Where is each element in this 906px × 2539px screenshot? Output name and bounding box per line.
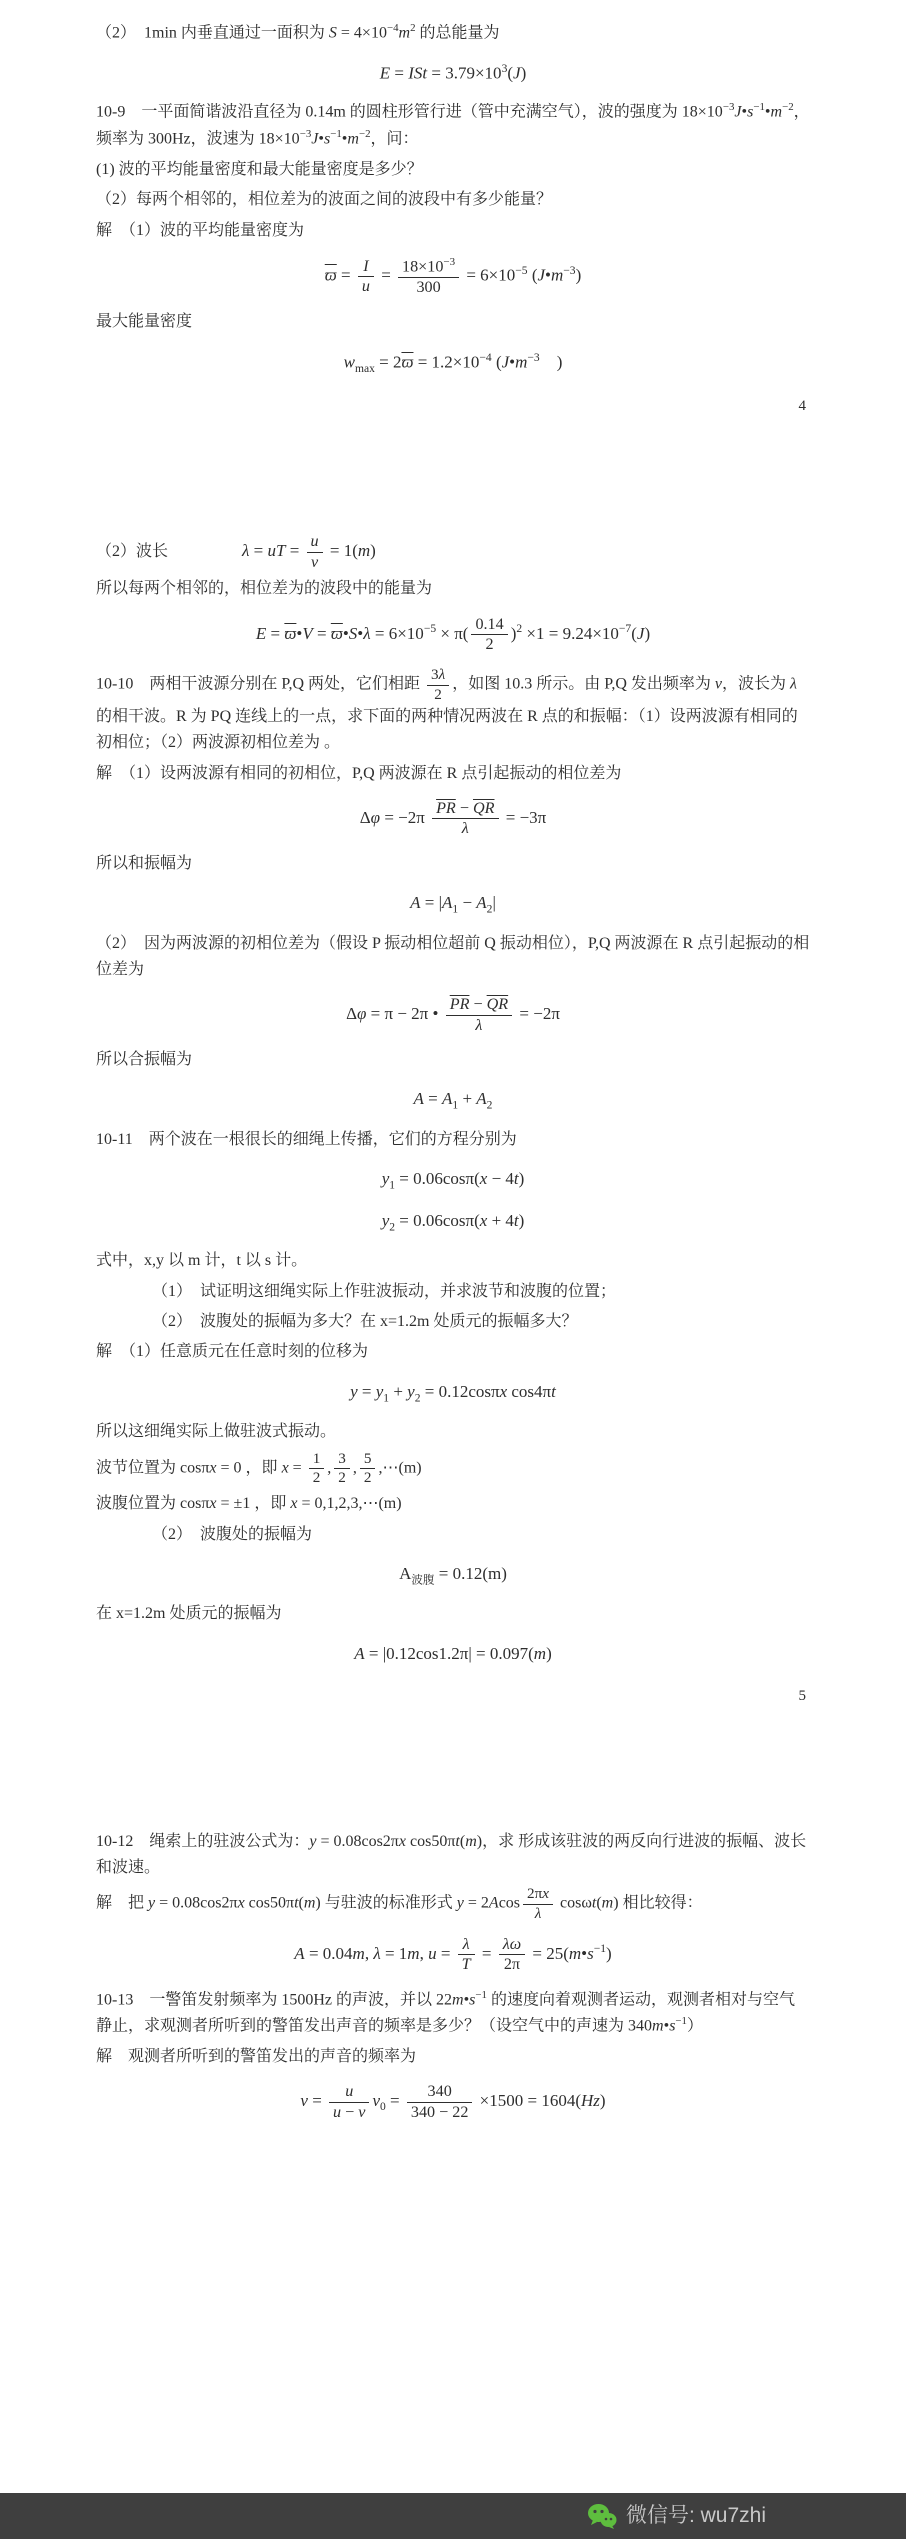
formula-displacement-sum: $y = y_1 + y_2 = 0.12\cos\pi x$ cos4πt <box>350 1381 556 1405</box>
para-problem-10-12: 10-12 绳索上的驻波公式为：y = 0.08cos2πx cos50πt(m)，求 形成该驻波的两反向行进波的振幅、波长和波速。 <box>96 1832 807 1876</box>
para-units-note: 式中，x,y 以 m 计，t 以 s 计。 <box>96 1252 308 1270</box>
formula-amplitude-difference: $A = |A_1 - A_2|$ <box>410 893 496 916</box>
label-max-energy-density: 最大能量密度 <box>96 313 193 331</box>
para-antinode-positions: 波腹位置为 cosπx = ±1 ，即 x = 0,1,2,3,⋯(m) <box>96 1495 402 1513</box>
formula-10-12-result: A = 0.04m, λ = 1m, u = $\frac{\lambda}{T}$ = $\frac{\lambda\omega}{2\pi}$ = $25(m•s^{-1})$ <box>294 1935 612 1974</box>
wechat-id-label: 微信号: wu7zhi <box>625 2503 766 2527</box>
formula-average-energy-density: $\overline{ϖ}$ = $\frac{I}{u}$ = $\frac{18\times 10^{-3}}{300}$ = $6\times 10^{-5}$ $(J•m^{-3})$ <box>324 256 582 296</box>
para-standing-wave-note: 所以这细绳实际上做驻波式振动。 <box>96 1423 337 1441</box>
solution-10-9-intro: 解 （1）波的平均能量密度为 <box>96 221 305 239</box>
formula-max-energy-density: $w_{max} = 2\overline{ϖ} = 1.2\times 10^{-4}$ ($J•m^{-3}$ ) <box>343 350 563 375</box>
formula-doppler-frequency: ν = $\frac{u}{u - v}$ $\nu_0$ = $\frac{340}{340 - 22}$ ×1500 = 1604(Hz) <box>300 2083 606 2121</box>
solution-10-10-2-text: （2） 因为两波源的初相位差为（假设 P 振动相位超前 Q 振动相位），P,Q 两波源在 R 点引起振动的相位差为 <box>96 934 810 978</box>
wechat-icon <box>587 2503 617 2529</box>
para-problem-10-11: 10-11 两个波在一根很长的细绳上传播，它们的方程分别为 <box>96 1130 517 1148</box>
formula-total-energy: E = ISt = $3.79\times 10^3(J)$ <box>379 61 527 83</box>
wavelength-label: （2）波长 <box>96 543 169 561</box>
page-break-gap <box>96 418 810 528</box>
label-sum-amplitude: 所以和振幅为 <box>96 854 193 872</box>
para-at-point-amplitude: 在 x=1.2m 处质元的振幅为 <box>96 1605 282 1623</box>
solution-10-13-intro: 解 观测者所听到的警笛发出的声音的频率为 <box>96 2048 417 2066</box>
formula-phase-difference-2: Δφ = π − 2π • $\frac{\overline{PR} - \overline{QR}}{\lambda}$ = −2π <box>346 996 560 1034</box>
label-antinode-amplitude: （2） 波腹处的振幅为 <box>152 1525 313 1543</box>
formula-wave-y2: $y_2 = 0.06\cos\pi(x + 4t)$ <box>381 1210 525 1234</box>
page-break-gap <box>96 1709 810 1825</box>
para-problem-10-10: 10-10 两相干波源分别在 P,Q 两处，它们相距 $\frac{3\lambda}{2}$ ，如图 10.3 所示。由 P,Q 发出频率为 ν，波长为 λ 的相干波。R 为 PQ 连线上的一点，求下面的两种情况两波在 R 点的和振幅：（1）设两波源有相同的初相位；（2）两波源初相位差为 。 <box>96 666 798 752</box>
formula-wave-y1: $y_1 = 0.06\cos\pi(x - 4t)$ <box>381 1169 525 1192</box>
para-segment-energy-intro: 所以每两个相邻的，相位差为的波段中的能量为 <box>96 580 433 598</box>
para-node-positions: 波节位置为 cosπx = 0 ，即 x = $\frac{1}{2}$ , $\frac{3}{2}$ , $\frac{5}{2}$ ,⋯(m) <box>96 1449 422 1486</box>
formula-amplitude-sum: $A = A_1 + A_2$ <box>413 1089 493 1112</box>
question-10-11-1: （1） 试证明这细绳实际上作驻波振动，并求波节和波腹的位置； <box>152 1282 617 1300</box>
para-10-9-wavelength <box>96 532 810 572</box>
question-10-9-2: （2）每两个相邻的，相位差为的波面之间的波段中有多少能量？ <box>96 191 553 209</box>
label-combined-amplitude: 所以合振幅为 <box>96 1051 193 1069</box>
solution-10-11-intro: 解 （1）任意质元在任意时刻的位移为 <box>96 1343 369 1361</box>
page-number-5: 5 <box>798 1687 806 1704</box>
para-problem-10-9: 10-9 一平面简谐波沿直径为 0.14m 的圆柱形管行进（管中充满空气），波的强度为 $18\times 10^{-3}J•s^{-1}•m^{-2}$，频率为 300Hz，波速为 $18\times 10^{-3}J•s^{-1}•m^{-2}$，问： <box>96 101 810 148</box>
formula-point-amplitude: A = |0.12cos1.2π| = 0.097(m) <box>354 1643 552 1663</box>
para-10-8-part2: （2） 1min 内垂直通过一面积为 $S = 4\times 10^{-4}m^2$ 的总能量为 <box>96 22 500 42</box>
page-number-4: 4 <box>798 397 806 414</box>
question-10-9-1: (1) 波的平均能量密度和最大能量密度是多少？ <box>96 160 423 178</box>
formula-phase-difference-1: Δφ = −2π $\frac{\overline{PR} - \overline{QR}}{\lambda}$ = −3π <box>359 799 547 838</box>
solution-10-10-1-intro: 解 （1）设两波源有相同的初相位，P,Q 两波源在 R 点引起振动的相位差为 <box>96 764 622 782</box>
formula-segment-energy: $E = \overline{ϖ}•V$ = $\overline{ϖ}•S•\lambda = 6\times 10^{-5} \times \pi$( $\frac{0.14}{2}$ )$^2 \times 1 = 9.24\times 10^{-7}(J)$ <box>255 615 651 653</box>
solution-10-12-text: 解 把 y = 0.08cos2πx cos50πt(m) 与驻波的标准形式 y = 2Acos $\frac{2\pi x}{\lambda}$ cosωt(m) 相比较得： <box>96 1885 703 1922</box>
para-problem-10-13: 10-13 一警笛发射频率为 1500Hz 的声波，并以 $22m•s^{-1}$ 的速度向着观测者运动，观测者相对与空气静止，求观测者所听到的警笛发出声音的频率是多少？（设空气中的声速为 $340m•s^{-1}$） <box>96 1988 795 2035</box>
formula-wavelength: λ = uT = $\frac{u}{v}$ = 1(m) <box>242 533 376 571</box>
formula-antinode-amplitude: $A_{波腹} = 0.12(m)$ <box>399 1563 507 1587</box>
wechat-watermark-bar <box>0 2493 906 2539</box>
question-10-11-2: （2） 波腹处的振幅为多大？在 x=1.2m 处质元的振幅多大？ <box>152 1313 578 1331</box>
